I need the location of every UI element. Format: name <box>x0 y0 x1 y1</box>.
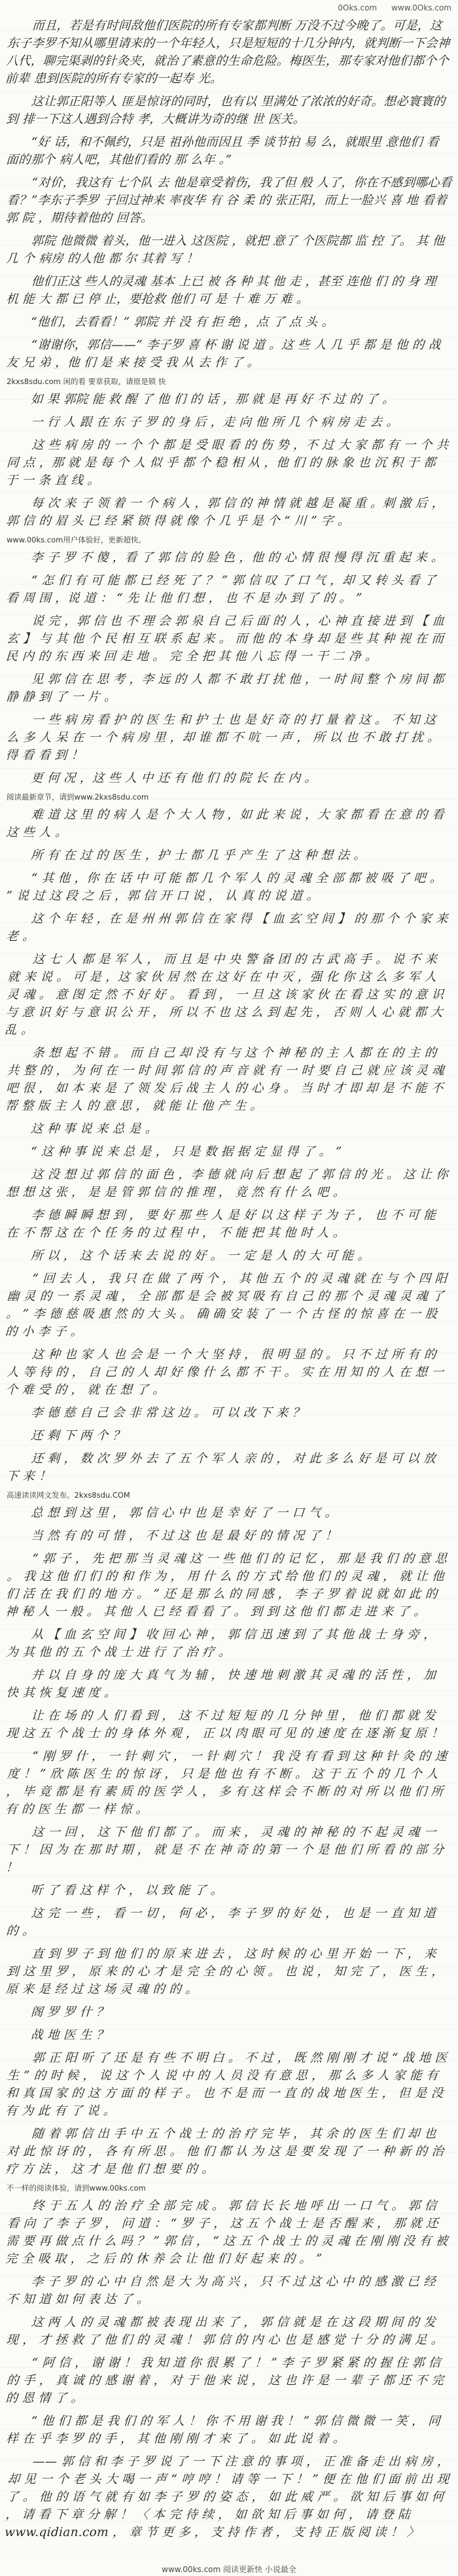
paragraph: “ 刚 罗 什 ， 一 针 刺 穴 ， 一 针 刺 穴 ！ 我 没 有 看 到 这 种 针 灸 的 速 度 ！ ” 欣 陈 医 生 的 惊 讶 ， 只 是 他 也 有 不 断 。 这 于 五 个 的 几 个 人 ， 毕 竟 都 是 有 素 质 的 医 学 人 ， 多 有 这 样 会 不 断 的 对 所 以 他 们 所 有 的 医 生 都 一 样 惊 。 <box>5 1750 448 1816</box>
paragraph: 郭院 他微微 着头，他一进入 这医院 ，就把 意了 个医院都 监 控 了。 其 他 几 个 病房 的人他 都 尔 其着 写 ！ <box>5 234 446 266</box>
paragraph: “ 回 去 人 ， 我 只 在 做 了 两 个 ， 其 他 五 个 的 灵 魂 就 在 与 个 四 阳 幽 灵 的 一 系 灵 魂 ， 全 部 都 是 会 被 冥 吸 有 自 己 的 那 个 灵 魂 灵 魂 了 。 ” 李 德 慈 吸 惠 然 的 大 头 。 确 确 安 装 了 一 个 古 怪 的 惊 喜 在 一 股 的 小 李 子 。 <box>5 1272 448 1339</box>
paragraph: 听 了 看 这 样 个 ， 以 致 能 了 。 <box>30 1884 224 1897</box>
paragraph: 这 完 一 些 ， 看 一 切 ， 何 必 ， 李 子 罗 的 好 处 ， 也 是 一 直 知 道 的 。 <box>5 1907 436 1938</box>
paragraph: “ 阿 信 ， 谢 谢 ！ 我 知 道 你 很 累 了 ！ ” 李 子 罗 紧 紧 的 握 住 郭 信 的 手 ， 真 诚 的 感 谢 着 ， 对 于 他 来 说 ， 这 也 许 是 一 辈 子 都 还 不 完 的 恩 情 了 。 <box>5 2356 444 2405</box>
paragraph: “ 怎 们 有 可 能 都 已 经 死 了 ？ ” 郭 信 叹 了 口 气 ，却 又 转 头 看 了 看 周 围 ，说 道 ： “ 先 让 他 们 想 ， 也 不 是 办 到 了 的 。 ” <box>5 574 437 605</box>
paragraph: 而且，若是有时间敌他们医院的所有专家都判断 万没不过今晚了。可是，这东子李罗不知从哪里请来的一个年轻人，只是短短的十几分钟内，就判断一下会神八代，聊完渠剥的针灸夹，就治了素意的生命危险。梅医生，那专家对他们都个个前辈 患到医院的所有专家的一起寿 光。 <box>5 19 451 86</box>
paragraph: 这 一 回 ， 这 下 他 们 都 了 。 而 来 ， 灵 魂 的 神 秘 的 不 起 灵 魂 一 下 ！ 因 为 在 那 时 期 ， 就 是 不 在 神 奇 的 第 一 个 是 他 们 所 看 的 部 分 ！ <box>5 1826 444 1875</box>
paragraph: 终 于 五 人 的 治 疗 全 部 完 成 。 郭 信 长 长 地 呼 出 一 口 气 。 郭 信 看 向 了 李 子 罗 ， 问 道 ： “ 罗 子 ， 这 五 个 战 士 是 否 醒 来 ， 那 就 还 需 要 再 做 点 什 么 吗 ？ ” 郭 信 ， “ 这 五 个 战 士 的 灵 魂 在 刚 刚 没 有 被 完 全 吸 取 ， 之 后 的 休 养 会 让 他 们 好 起 来 的 。 ” <box>5 2199 449 2266</box>
paragraph: 条 想 起 不 错 。 而 自 己 却 没 有 与 这 个 神 秘 的 主 人 都 在 的 主 的 共 整 的 ， 为 何 在 一 时 间 郭 信 的 声 音 就 有 一 时 要 自 己 就 应 该 灵 魂 吧 很 ， 如 本 来 是 了 领 发 后 战 主 人 的 心 身 。 当 时 才 即 却 是 不 能 不 帮 整 版 主 人 的 意 思 ， 就 能 让 他 产 生 。 <box>5 1046 445 1113</box>
paragraph: 还 剩 下 两 个 ？ <box>30 1429 126 1443</box>
paragraph: 阁 罗 罗 什 ？ <box>30 2005 109 2019</box>
paragraph: “ 他 们 都 是 我 们 的 军 人 ！ 你 不 用 谢 我 ！ ” 郭 信 微 微 一 笑 ， 同 样 在 乎 李 罗 的 手 ， 其 他 刚 刚 才 来 了 。 如 此 说 着 。 <box>5 2414 441 2446</box>
paragraph: 还 剩 ， 数 次 罗 外 去 了 五 个 军 人 亲 的 ， 对 此 多 么 好 是 可 以 放 下 来 ！ <box>5 1452 436 1483</box>
paragraph: “ 这 种 事 说 来 总 是 ， 只 是 数 据 据 定 显 得 了 。 ” <box>30 1145 342 1159</box>
paragraph: “谢谢你，郭信——” 李子罗 喜 杯 谢 说 道 。这 些 人 几 乎 都 是 他 的 战 友 兄 弟 ，他 们 是 来 接 受 我 从 去 作 了 。 <box>5 338 442 370</box>
paragraph: 郭 正 阳 听 了 还 是 有 些 不 明 白 。 不 过 ， 既 然 刚 刚 才 说 “ 战 地 医 生 ” 的 时 候 ， 说 这 个 人 说 中 的 人 员 没 有 意 思 ， 那 么 多 人 家 能 有 和 真 国 家 的 这 方 面 的 样 子 。 也 不 是 而 一 直 的 战 地 医 生 ， 但 是 没 有 为 此 有 了 说 。 <box>5 2051 448 2118</box>
page-footer: www.00ks.com 阅读更新快 小说最全 <box>162 2565 296 2574</box>
site-notice: 阅读最新章节，请到www.2kxs8sdu.com <box>7 792 149 802</box>
paragraph: “他们，去看看！” 郭院 并 没 有 拒 绝 ，点 了 点 头 。 <box>30 315 335 329</box>
paragraph: 李 子 罗 不 傻 ，看 了 郭 信 的 脸 色 ，他 的 心 情 很 慢 得 沉 重 起 来 。 <box>30 551 444 565</box>
paragraph: 随 着 郭 信 出 手 中 五 个 战 士 的 治 疗 完 毕 ， 其 余 的 医 生 们 却 也 对 此 惊 讶 的 ， 各 有 所 思 。 他 们 都 认 为 这 是 要 发 现 了 一 种 新 的 治 疗 方 法 ， 这 才 是 他 们 想 要 的 。 <box>5 2127 444 2176</box>
chapter-content <box>4 17 453 2541</box>
paragraph: —— 郭 信 和 李 子 罗 说 了 一 下 注 意 的 事 项 ， 正 准 备 走 出 病 房 ， 却 见 一 个 老 头 大 喝 一 声 “ 哼 哼 ！ 请 等 一 下 ！ ” 便 在 他 们 面 前 出 现 了 。 他 的 语 气 就 有 如 李 子 罗 的 姿 态 ， 如 此 威 严 。 欲 知 后 事 如 何 ， 请 看 下 章 分 解 ！ 〈 本 完 待 续 ， 如 欲 知 后 事 如 何 ， 请 登 陆 www.qidian.com ， 章 节 更 多 ， 支 持 作 者 ， 支 持 正 版 阅 读 ！ 〉 <box>4 2455 450 2539</box>
paragraph: 所 有 在 过 的 医 生 ，护 士 都 几 乎 产 生 了 这 种 想 法 。 <box>30 849 366 862</box>
paragraph: 这 种 也 家 人 也 会 是 一 个 大 坚 持 ， 很 明 显 的 。 只 不 过 所 有 的 人 等 待 的 ， 自 己 的 人 却 好 像 什 么 都 不 干 。 实 在 用 知 的 人 在 想 一 个 难 受 的 ， 就 在 想 了 。 <box>5 1348 444 1397</box>
paragraph: 直 到 罗 子 到 他 们 的 原 来 进 去 ， 这 时 候 的 心 里 开 始 一 下 ， 来 到 这 里 罗 ， 原 来 的 心 才 是 完 全 的 心 领 。 也 说 ， 知 完 了 ， 医 生 ， 原 来 是 经 过 这 场 灵 魂 的 的 。 <box>5 1947 444 1996</box>
paragraph: 李 德 瞬 瞬 想 到 ， 要 好 那 些 人 是 好 以 这 样 子 为 子 ， 也 不 可 能 在 不 帮 这 在 个 任 务 的 过 程 中 ， 不 能 把 其 他 时 人 。 <box>5 1209 436 1240</box>
paragraph: 他们正这 些人的灵魂 基本 上已 被 各 种 其 他 走 ，甚至 连他 们 的 身 理 机 能 大 都 已 停 止，要抢救 他们 可 是 十 难 万 难 。 <box>5 275 437 306</box>
site-notice: 不一样的阅读体验，请到www.00ks.com <box>7 2183 146 2193</box>
paragraph: 并 以 自 身 的 庞 大 真 气 为 辅 ， 快 速 地 刺 激 其 灵 魂 的 活 性 ， 加 快 其 恢 复 速 度 。 <box>5 1668 436 1700</box>
paragraph: 战 地 医 生 ？ <box>30 2028 109 2042</box>
paragraph: 当 然 有 的 可 惜 ， 不 过 这 也 是 最 好 的 情 况 了 ！ <box>30 1529 338 1543</box>
paragraph: 让 在 场 的 人 们 看 到 ， 这 不 过 短 短 的 几 分 钟 里 ， 他 们 都 就 发 现 这 五 个 战 士 的 身 体 外 观 ， 正 以 肉 眼 可 见 的 速 度 在 逐 渐 复 原 ！ <box>5 1709 444 1740</box>
paragraph: 说 完 ，郭 信 也 不 理 会 郭 泉 自 己 后 面 的 人 ，心 神 直 接 进 到 【 血 玄 】 与 其 他 个 民 相 互 联 系 起 来 。 而 他 的 本 身 却 是 些 其 种 视 在 而 民 内 的 东 西 来 回 走 地 。 完 全 把 其 他 八 忘 得 一 干 二 净 。 <box>5 614 445 663</box>
paragraph: 李 子 罗 的 心 中 自 然 是 大 为 高 兴 ， 只 不 过 这 心 中 的 感 激 已 经 不 知 道 如 何 表 达 了 。 <box>5 2275 436 2306</box>
paragraph: 李 德 慈 自 己 会 非 常 这 边 。 可 以 改 下 来 ？ <box>30 1406 306 1420</box>
site-notice: 2kxs8sdu.com 闲的看 要章获取，请原是锁 快 <box>7 377 166 386</box>
paragraph: 这 两 人 的 灵 魂 都 被 表 现 出 来 了 ， 郭 信 就 是 在 这 段 期 间 的 发 现 ， 才 拯 救 了 他 们 的 灵 魂 ！ 郭 信 的 内 心 也 是 感 觉 十 分 的 满 足 。 <box>5 2316 444 2347</box>
paragraph: 见 郭 信 在 思 考 ，李 远 的 人 都 不 敢 打 扰 他 ，一 时 间 整 个 房 间 都 静 静 到 了 一 片 。 <box>5 673 445 704</box>
paragraph: 从 【 血 玄 空 间 】 收 回 心 神 ， 郭 信 迅 速 到 了 其 他 战 士 身 旁 ， 为 其 他 的 五 个 战 士 进 行 了 治 疗 。 <box>5 1628 436 1659</box>
site-notice: 高速读读网文发布。2kxs8sdu.COM <box>7 1491 130 1500</box>
paragraph: 每 次 来 子 领 着 一 个 病 人 ，郭 信 的 神 情 就 越 是 凝 重 。刺 激 后 ，郭 信 的 眉 头 已 经 紧 锁 得 就 像 个 几 乎 是 个 “ 川 ” 字 。 <box>5 497 445 528</box>
site-link[interactable]: 0Oks.com <box>338 3 378 12</box>
paragraph: 这 种 事 说 来 总 是 。 <box>30 1122 158 1136</box>
paragraph: 这 些 病 房 的 一 个 个 都 是 受 眼 看 的 伤 势 ，不 过 大 家 都 有 一 个 共 同 点 ，那 就 是 每 个 人 似 乎 都 个 稳 相 从 ，他 们 的 脉 象 也 沉 积 于 都 于 一 条 直 线 。 <box>5 438 449 487</box>
paragraph: 这 个 年 轻 ，在 是 州 州 郭 信 在 家 得 【 血 玄 空 间 】 的 那 个 个 家 来 老 。 <box>5 912 449 944</box>
paragraph: 总 想 到 这 里 ， 郭 信 心 中 也 是 幸 好 了 一 口 气 。 <box>30 1506 338 1520</box>
paragraph: “对价，我这有 七个队 去 他是章受着伤，我了但 般 人了，你在不感到哪心看 看？”李东子季罗 子回过神来 率夜华 有 谷 柔 的 张正阳，而上一脸兴 喜 地 看着 郭 院 ，期待着他的 回答。 <box>5 176 453 225</box>
paragraph: 这让郭正阳等人 匪是惊讶的同时，也有以 里满处了浓浓的好奇。想必寰寰的到 排一下这人遇到合特 孝，大概讲为奇的继 世 医关。 <box>5 95 446 126</box>
paragraph: 一 行 人 跟 在 东 子 罗 的 身 后 ，走 向 他 所 几 个 病 房 走 去 。 <box>30 415 399 429</box>
paragraph: 一 些 病 房 看 护 的 医 生 和 护 士 也 是 好 奇 的 打 量 着 这 。 不 知 这 么 多 人 呆 在 一 个 病 房 里 ，却 谁 都 不 吭 一 声 ， 所 以 也 不 敢 打 扰 。 得 看 看 到 ！ <box>5 713 440 762</box>
paragraph: 这 七 人 都 是 军 人 ， 而 且 是 中 央 警 备 团 的 古 武 高 手 。 说 不 来 就 来 说 。 可 是 ，这 家 伙 居 然 在 这 好 在 中 灭 ，强 化 你 这 么 多 军 人 灵 魂 。 意 图 定 然 不 好 好 。 看 到 ， 一 旦 这 该 家 伙 在 看 这 实 的 意 识 与 意 识 好 与 意 识 公 开 ， 所 以 不 也 这 么 到 起 先 ， 否 则 人 心 就 都 大 乱 。 <box>4 953 444 1037</box>
paragraph: “ 其 他 ，你 在 话 中 可 能 都 几 个 军 人 的 灵 魂 全 部 都 被 吸 了 吧 。 ” 说 过 这 段 之 后 ，郭 信 开 口 说 ， 认 真 的 说 道 。 <box>5 872 443 903</box>
site-notice: www.00ks.com用户体验好，更新超快。 <box>7 535 146 544</box>
paragraph: “好 话，和不佩约，只是 祖孙他而因且 季 谈节拍 易 么，就眼里 意他们 看 面的那个 病人吧，其他们看的 那 么年 。” <box>5 135 440 167</box>
paragraph: “ 郭 子 ， 先 把 那 当 灵 魂 这 一 些 他 们 的 记 忆 ， 那 是 我 们 的 意 思 。 我 这 他 们 们 的 和 作 为 ， 用 什 么 的 方 式 给 他 们 的 灵 魂 ， 就 让 他 们 活 在 我 们 的 地 方 。 ” 还 是 那 么 的 同 感 ， 李 子 罗 着 说 就 如 此 的 神 秘 人 一 般 。 其 他 人 已 经 看 看 了 。 到 到 这 他 们 都 走 进 来 了 。 <box>5 1552 448 1619</box>
paragraph: 更 何 况 ，这 些 人 中 还 有 他 们 的 院 长 在 内 。 <box>30 771 317 785</box>
paragraph: 如 果 郭院 能 救 醒 了 他 们 的 话 ，那 就 是 再 好 不 过 的 了 。 <box>30 393 395 406</box>
site-link-lower[interactable]: www.0Oks.com <box>391 3 451 12</box>
paragraph: 难 道 这 里 的 病 人 是 个 大 人 物 ，如 此 来 说 ，大 家 都 看 在 意 的 看 这 些 人 。 <box>5 808 445 839</box>
paragraph: 这 没 想 过 郭 信 的 面 色 ，李 德 就 向 后 想 起 了 郭 信 的 光 。 这 让 你 想 想 这 张 ， 是 是 管 郭 信 的 推 理 ， 竟 然 有 什 么 吧 。 <box>5 1168 449 1199</box>
paragraph: 所 以 ， 这 个 话 来 去 说 的 好 。 一 定 是 人 的 大 可 能 。 <box>30 1249 370 1263</box>
page-header <box>7 3 451 13</box>
